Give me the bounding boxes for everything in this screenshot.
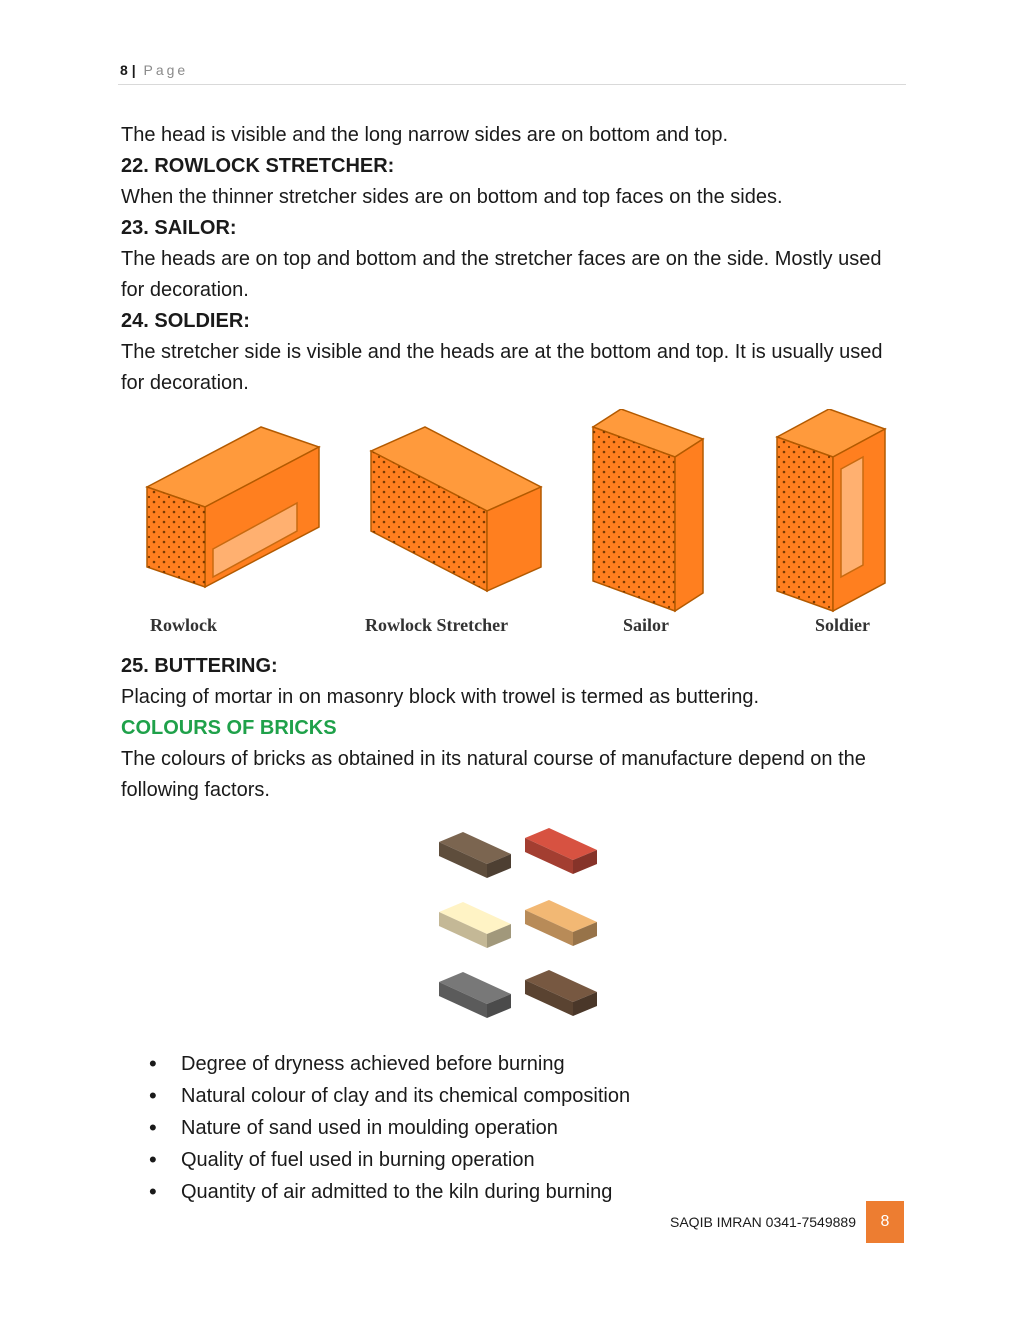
colour-brick bbox=[439, 832, 511, 878]
footer-page-badge: 8 bbox=[866, 1201, 904, 1243]
colours-heading: COLOURS OF BRICKS bbox=[121, 717, 337, 739]
section-23-text: The heads are on top and bottom and the stretcher faces are on the side. Mostly used for decoration. bbox=[121, 248, 882, 301]
caption-soldier: Soldier bbox=[815, 615, 871, 635]
page-number: 8 bbox=[120, 62, 128, 78]
rowlock-brick bbox=[147, 427, 319, 587]
footer-author: SAQIB IMRAN 0341-7549889 bbox=[670, 1214, 856, 1230]
section-22-text: When the thinner stretcher sides are on bottom and top faces on the sides. bbox=[121, 186, 783, 208]
section-24-title: 24. SOLDIER: bbox=[121, 310, 250, 332]
factors-list bbox=[121, 1048, 901, 1208]
sailor-brick bbox=[593, 409, 703, 611]
colour-brick bbox=[439, 972, 511, 1018]
header-separator: | bbox=[131, 62, 136, 78]
caption-sailor: Sailor bbox=[623, 615, 670, 635]
section-22-title: 22. ROWLOCK STRETCHER: bbox=[121, 155, 395, 177]
list-item: • Quality of fuel used in burning operation bbox=[121, 1144, 901, 1176]
colour-brick bbox=[525, 900, 597, 946]
brick-positions-figure bbox=[121, 409, 901, 643]
brick-colours-figure bbox=[121, 820, 901, 1030]
colour-brick bbox=[439, 902, 511, 948]
page-footer bbox=[670, 1201, 904, 1243]
list-item: • Quantity of air admitted to the kiln during burning bbox=[121, 1176, 901, 1208]
soldier-brick bbox=[777, 409, 885, 611]
list-item: • Natural colour of clay and its chemical composition bbox=[121, 1080, 901, 1112]
list-item: • Degree of dryness achieved before burning bbox=[121, 1048, 901, 1080]
section-25-text: Placing of mortar in on masonry block with trowel is termed as buttering. bbox=[121, 686, 760, 708]
section-23-title: 23. SAILOR: bbox=[121, 217, 237, 239]
page-content bbox=[121, 120, 901, 1208]
intro-paragraph: The head is visible and the long narrow sides are on bottom and top. bbox=[121, 124, 729, 146]
page-label: Page bbox=[143, 62, 189, 78]
caption-rowlock-stretcher: Rowlock Stretcher bbox=[365, 615, 509, 635]
brick-colours-illustration bbox=[121, 820, 901, 1030]
header-divider bbox=[118, 84, 906, 85]
colour-brick bbox=[525, 828, 597, 874]
list-item: • Nature of sand used in moulding operation bbox=[121, 1112, 901, 1144]
brick-positions-illustration bbox=[121, 409, 901, 643]
page-header bbox=[120, 62, 188, 78]
colour-brick bbox=[525, 970, 597, 1016]
section-25-title: 25. BUTTERING: bbox=[121, 655, 278, 677]
caption-rowlock: Rowlock bbox=[150, 615, 217, 635]
rowlock-stretcher-brick bbox=[371, 427, 541, 591]
colours-text: The colours of bricks as obtained in its natural course of manufacture depend on the following factors. bbox=[121, 748, 866, 801]
section-24-text: The stretcher side is visible and the heads are at the bottom and top. It is usually used for decoration. bbox=[121, 341, 883, 394]
